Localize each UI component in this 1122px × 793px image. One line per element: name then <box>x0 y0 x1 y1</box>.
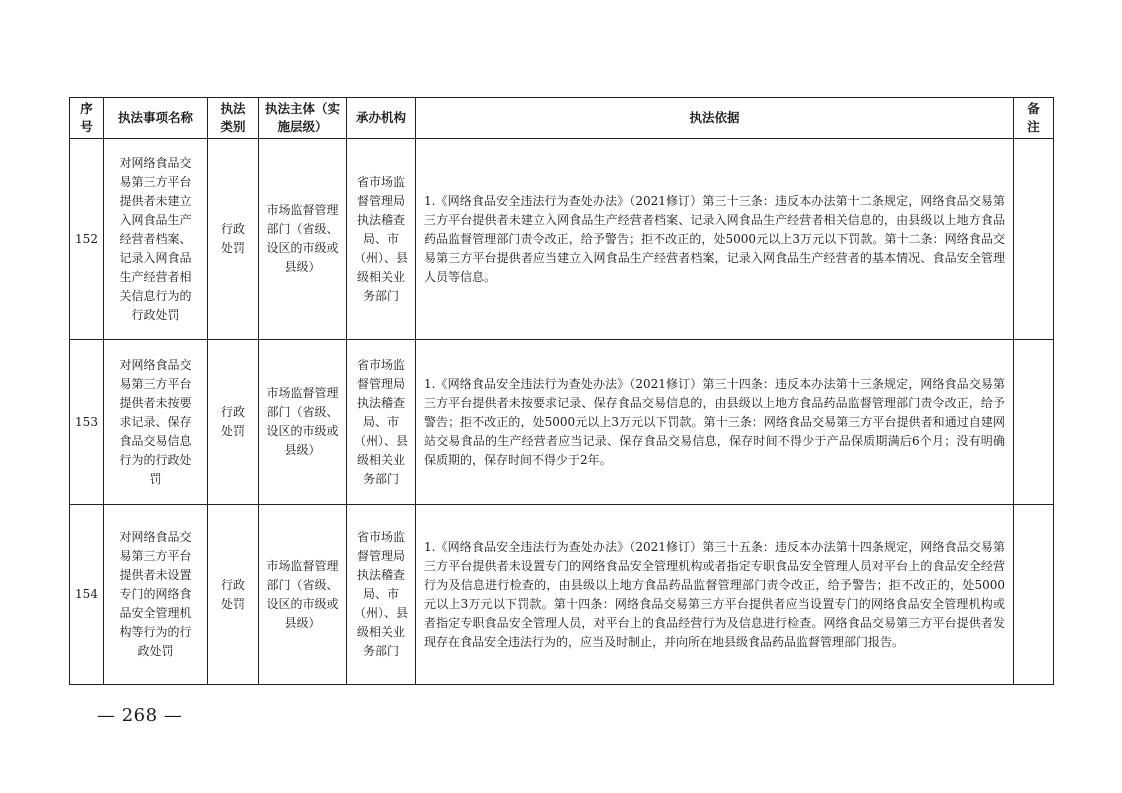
header-name: 执法事项名称 <box>104 98 208 139</box>
cell-basis: 1.《网络食品安全违法行为查处办法》（2021修订）第三十五条：违反本办法第十四条规定，网络食品交易第三方平台提供者未设置专门的网络食品安全管理机构或者指定专职食品安全管理人员对平台上的食品安全经营行为及信息进行检查的，由县级以上地方食品药品监督管理部门责令改正，给予警告；拒不改正的，处5000元以上3万元以下罚款。第十四条：网络食品交易第三方平台提供者应当设置专门的网络食品安全管理机构或者指定专职食品安全管理人员，对平台上的食品经营行为及信息进行检查。网络食品交易第三方平台提供者发现存在食品安全违法行为的，应当及时制止，并向所在地县级食品药品监督管理部门报告。 <box>416 505 1014 685</box>
cell-category: 行政处罚 <box>208 505 259 685</box>
law-enforcement-table <box>69 97 1054 685</box>
cell-category: 行政处罚 <box>208 139 259 340</box>
header-row <box>70 98 1054 139</box>
cell-name: 对网络食品交易第三方平台提供者未建立入网食品生产经营者档案、记录入网食品生产经营者相关信息行为的行政处罚 <box>104 139 208 340</box>
table-row <box>70 340 1054 505</box>
cell-basis: 1.《网络食品安全违法行为查处办法》（2021修订）第三十三条：违反本办法第十二条规定，网络食品交易第三方平台提供者未建立入网食品生产经营者档案、记录入网食品生产经营者相关信息的，由县级以上地方食品药品监督管理部门责令改正，给予警告；拒不改正的，处5000元以上3万元以下罚款。第十二条：网络食品交易第三方平台提供者应当建立入网食品生产经营者档案，记录入网食品生产经营者的基本情况、食品安全管理人员等信息。 <box>416 139 1014 340</box>
cell-name: 对网络食品交易第三方平台提供者未设置专门的网络食品安全管理机构等行为的行政处罚 <box>104 505 208 685</box>
table-row <box>70 139 1054 340</box>
cell-seq: 153 <box>70 340 104 505</box>
cell-remark <box>1014 505 1054 685</box>
cell-org: 省市场监督管理局执法稽查局、市（州）、县级相关业务部门 <box>347 340 416 505</box>
header-org: 承办机构 <box>347 98 416 139</box>
cell-category: 行政处罚 <box>208 340 259 505</box>
cell-subject: 市场监督管理部门（省级、设区的市级或县级） <box>259 505 347 685</box>
cell-basis: 1.《网络食品安全违法行为查处办法》（2021修订）第三十四条：违反本办法第十三条规定，网络食品交易第三方平台提供者未按要求记录、保存食品交易信息的，由县级以上地方食品药品监督管理部门责令改正，给予警告；拒不改正的，处5000元以上3万元以下罚款。第十三条：网络食品交易第三方平台提供者和通过自建网站交易食品的生产经营者应当记录、保存食品交易信息，保存时间不得少于产品保质期满后6个月；没有明确保质期的，保存时间不得少于2年。 <box>416 340 1014 505</box>
cell-org: 省市场监督管理局执法稽查局、市（州）、县级相关业务部门 <box>347 505 416 685</box>
header-subject: 执法主体（实施层级） <box>259 98 347 139</box>
header-category: 执法类别 <box>208 98 259 139</box>
cell-org: 省市场监督管理局执法稽查局、市（州）、县级相关业务部门 <box>347 139 416 340</box>
page-number: — 268 — <box>97 705 183 726</box>
header-remark: 备注 <box>1014 98 1054 139</box>
cell-subject: 市场监督管理部门（省级、设区的市级或县级） <box>259 139 347 340</box>
cell-seq: 154 <box>70 505 104 685</box>
table-row <box>70 505 1054 685</box>
cell-seq: 152 <box>70 139 104 340</box>
cell-name: 对网络食品交易第三方平台提供者未按要求记录、保存食品交易信息行为的行政处罚 <box>104 340 208 505</box>
header-basis: 执法依据 <box>416 98 1014 139</box>
cell-remark <box>1014 139 1054 340</box>
cell-subject: 市场监督管理部门（省级、设区的市级或县级） <box>259 340 347 505</box>
header-seq: 序号 <box>70 98 104 139</box>
cell-remark <box>1014 340 1054 505</box>
